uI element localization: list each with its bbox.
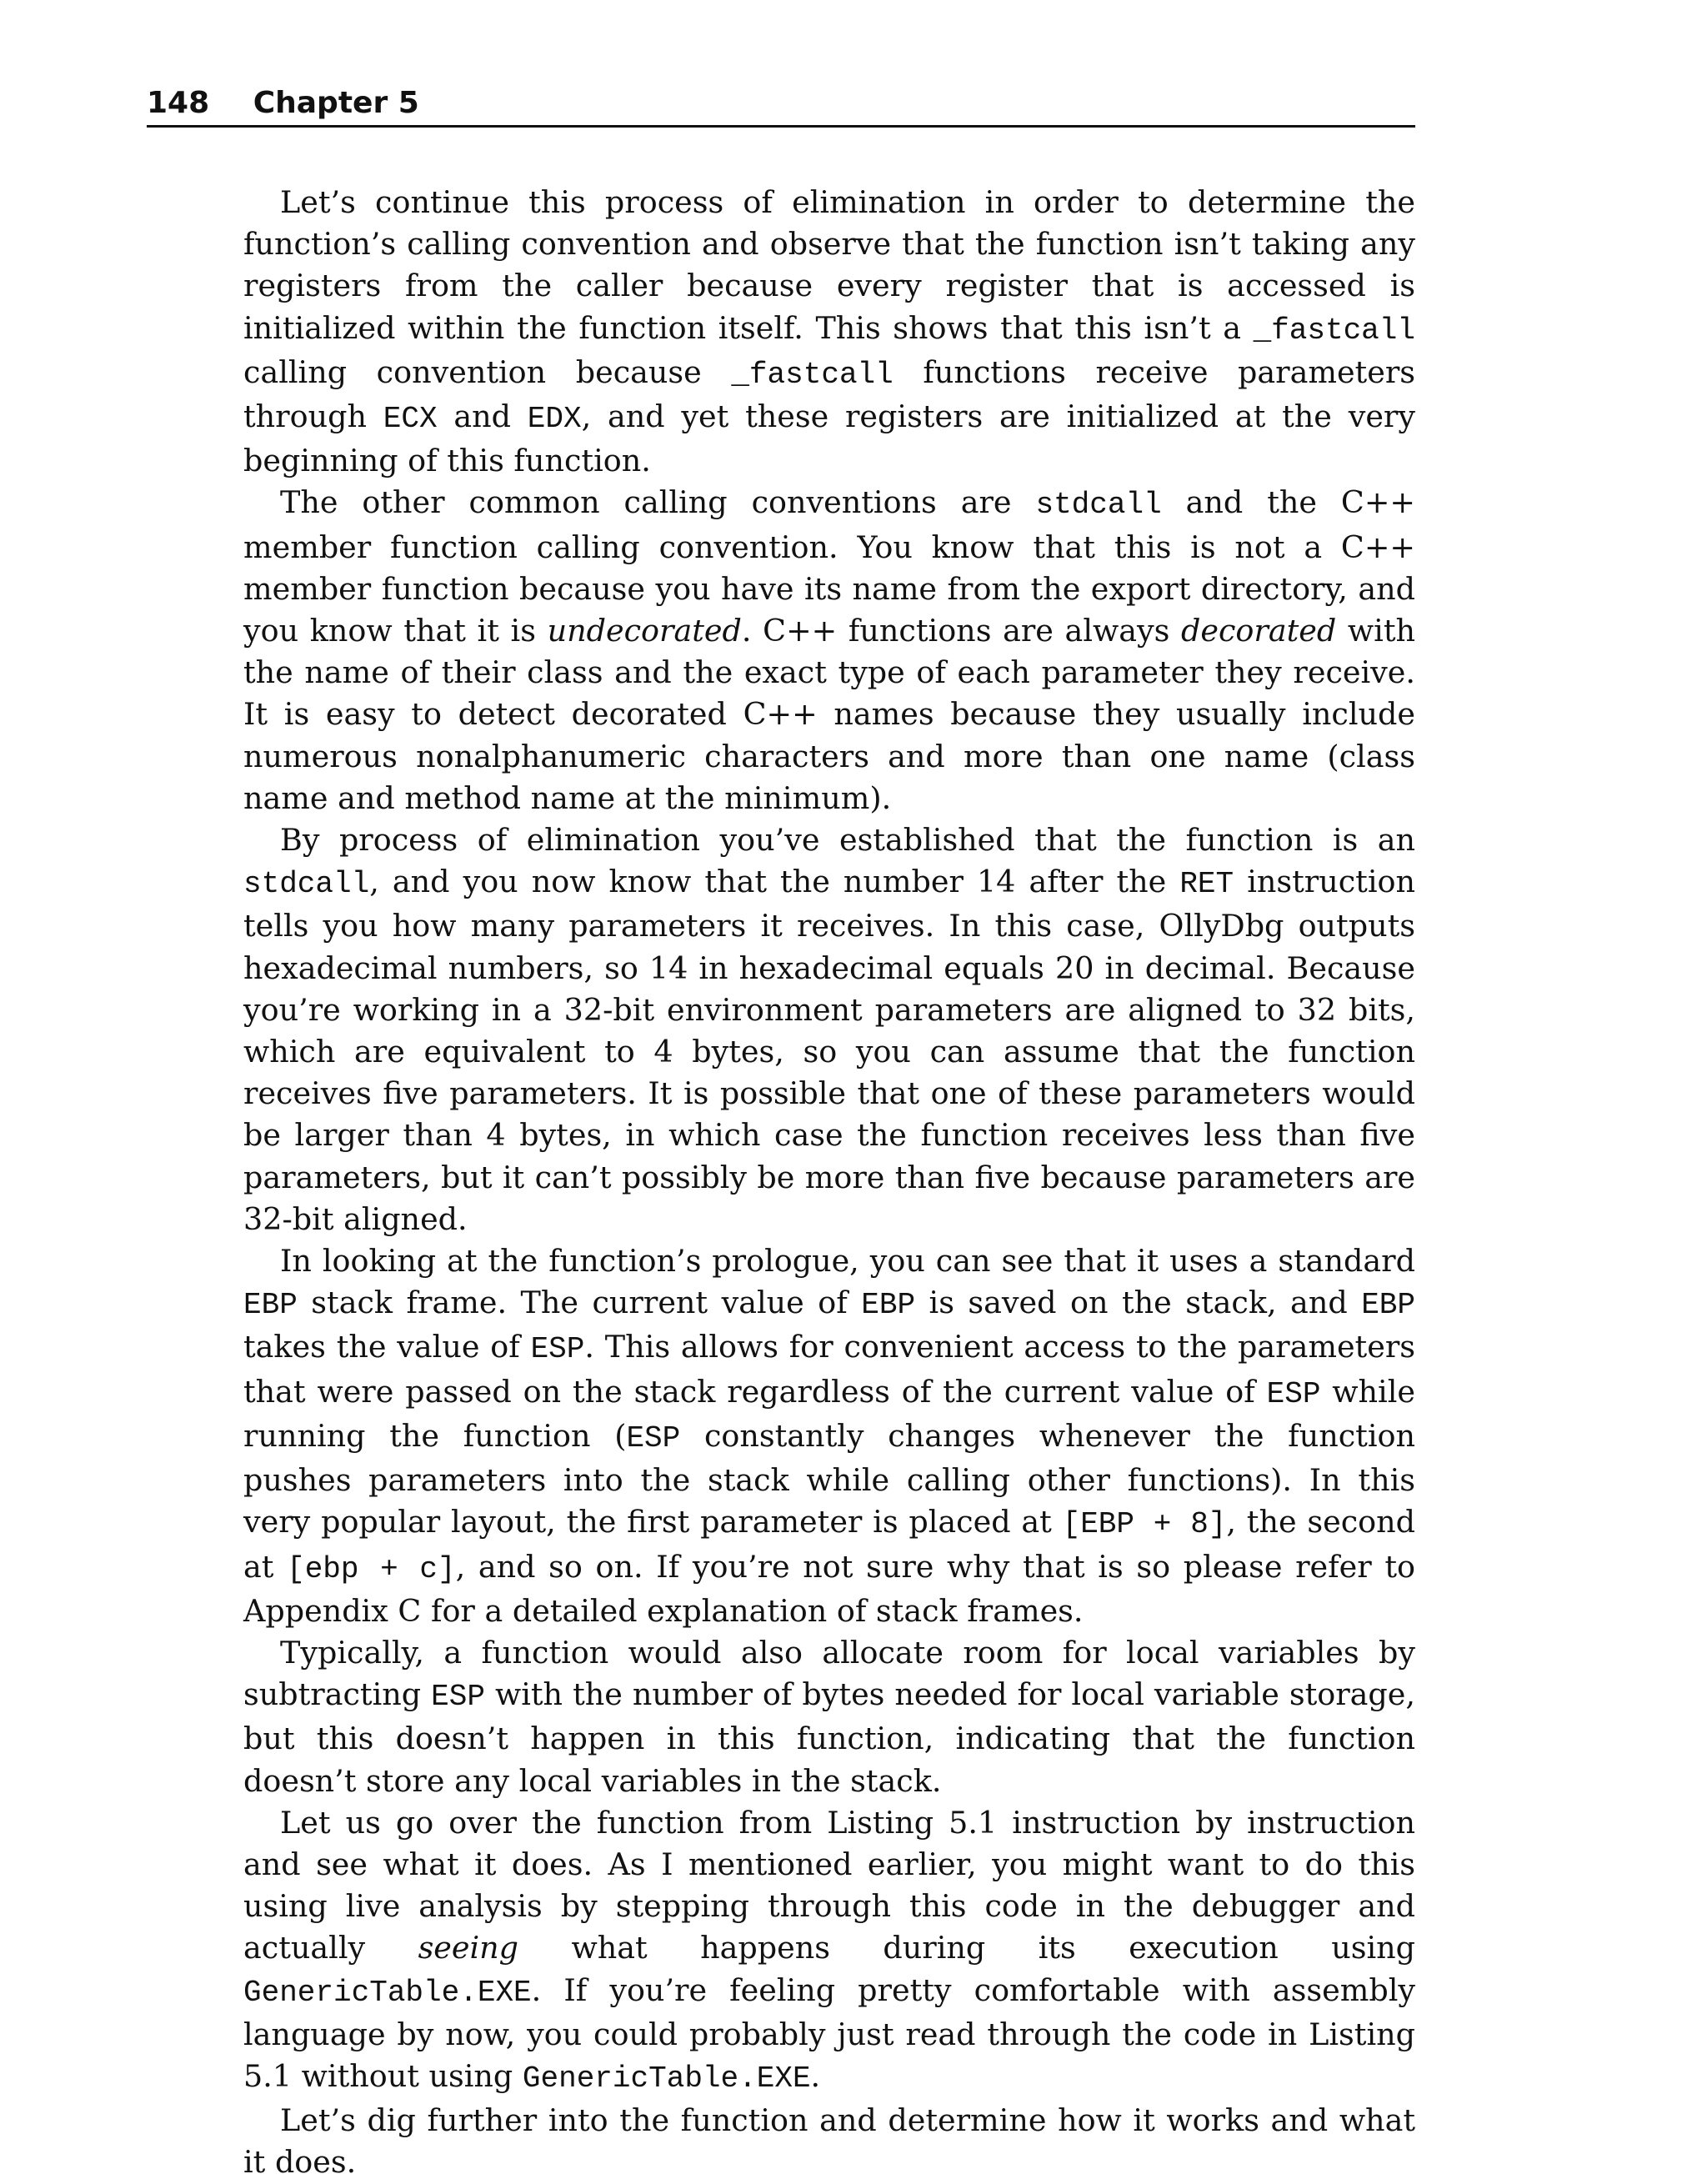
paragraph: [243, 2100, 1415, 2183]
text-run: is saved on the stack, and: [915, 1285, 1362, 1321]
inline-code: stdcall: [243, 867, 370, 902]
text-run: The other common calling conventions are: [280, 484, 1036, 521]
inline-code: EBP: [861, 1288, 916, 1323]
text-run: , and yet these registers are initialized at the very beginning of this function.: [243, 398, 1415, 479]
text-run: with the name of their class and the exact type of each parameter they receive. It is easy to detect decorated C++ names because they usually include numerous nonalphanumeric characters and more than one name (class name and method name at the minimum).: [243, 613, 1416, 816]
emphasis: seeing: [418, 1930, 519, 1966]
text-run: , and you now know that the number 14 after the: [369, 864, 1180, 900]
text-run: By process of elimination you’ve established that the function is an: [280, 822, 1415, 859]
text-run: instruction tells you how many parameters it receives. In this case, OllyDbg outputs hexadecimal numbers, so 14 in hexadecimal equals 20 in decimal. Because you’re working in a 32-bit environment parameters are aligned to 32 bits, which are equivalent to 4 bytes, so you can assume that the function receives five parameters. It is possible that one of these parameters would be larger than 4 bytes, in which case the function receives less than five parameters, but it can’t possibly be more than five because parameters are 32-bit aligned.: [243, 864, 1415, 1237]
text-run: , and so on. If you’re not sure why that is so please refer to Appendix C for a detailed explanation of stack frames.: [243, 1548, 1416, 1629]
text-run: Let us go over the function from Listing 5.1 instruction by instruction and see what it does. As I mentioned earlier, you might want to do this using live analysis by stepping through this code in the debugger and actually: [243, 1804, 1415, 1966]
paragraph: [243, 1240, 1415, 1632]
text-run: . This allows for convenient access to the parameters that were passed on the stack regardless of the current value of: [243, 1329, 1415, 1410]
text-run: .: [810, 2057, 821, 2094]
text-run: Typically, a function would also allocate room for local variables by subtracting: [243, 1634, 1415, 1713]
inline-code: GenericTable.EXE: [522, 2061, 811, 2096]
text-run: Let’s dig further into the function and determine how it works and what it does.: [243, 2102, 1415, 2181]
text-run: what happens during its execution using: [518, 1930, 1415, 1966]
inline-code: ESP: [431, 1680, 485, 1715]
inline-code: RET: [1179, 867, 1234, 902]
inline-code: EBP: [1361, 1288, 1415, 1323]
paragraph: [243, 482, 1415, 819]
text-run: and: [437, 398, 528, 435]
inline-code: EDX: [527, 402, 582, 437]
text-run: . If you’re feeling pretty comfortable with assembly language by now, you could probably just read through the code in Listing 5.1 without using: [243, 1971, 1415, 2094]
inline-code: EBP: [243, 1288, 298, 1323]
running-header: [147, 82, 1415, 128]
text-run: , the second at: [243, 1504, 1415, 1585]
emphasis: undecorated: [547, 613, 742, 649]
text-run: constantly changes whenever the function pushes parameters into the stack while calling other functions). In this very popular layout, the first parameter is placed at: [243, 1417, 1415, 1540]
paragraph: [243, 182, 1415, 482]
paragraph: [243, 1632, 1415, 1802]
body-text: [243, 182, 1415, 2184]
paragraph: [243, 819, 1415, 1240]
text-run: In looking at the function’s prologue, you can see that it uses a standard: [280, 1243, 1415, 1280]
text-run: with the number of bytes needed for local variable storage, but this doesn’t happen in this function, indicating that the function doesn’t store any local variables in the stack.: [243, 1676, 1415, 1799]
inline-code: _fastcall: [1253, 313, 1415, 348]
inline-code: [EBP + 8]: [1062, 1507, 1227, 1542]
text-run: and the C++ member function calling convention. You know that this is not a C++ member function because you have its name from the export directory, and you know that it is: [243, 484, 1415, 649]
text-run: takes the value of: [243, 1329, 531, 1365]
text-run: stack frame. The current value of: [297, 1285, 862, 1321]
inline-code: ESP: [530, 1332, 585, 1367]
inline-code: [ebp + c]: [287, 1551, 456, 1586]
inline-code: GenericTable.EXE: [243, 1975, 532, 2010]
inline-code: ESP: [1266, 1376, 1321, 1411]
text-run: functions receive parameters through: [243, 353, 1416, 435]
chapter-title: Chapter 5: [253, 86, 419, 120]
inline-code: ESP: [626, 1420, 681, 1455]
emphasis: decorated: [1181, 613, 1337, 649]
inline-code: _fastcall: [731, 357, 894, 392]
inline-code: stdcall: [1035, 488, 1162, 523]
text-run: while running the function (: [243, 1373, 1415, 1454]
inline-code: ECX: [383, 402, 438, 437]
page-number: 148: [147, 86, 210, 120]
text-run: Let’s continue this process of elimination in order to determine the function’s calling convention and observe that the function isn’t taking any registers from the caller because every register that is accessed is initialized within the function itself. This shows that this isn’t a: [243, 184, 1415, 346]
paragraph: [243, 1802, 1415, 2100]
text-run: . C++ functions are always: [741, 613, 1182, 649]
text-run: calling convention because: [243, 353, 732, 390]
